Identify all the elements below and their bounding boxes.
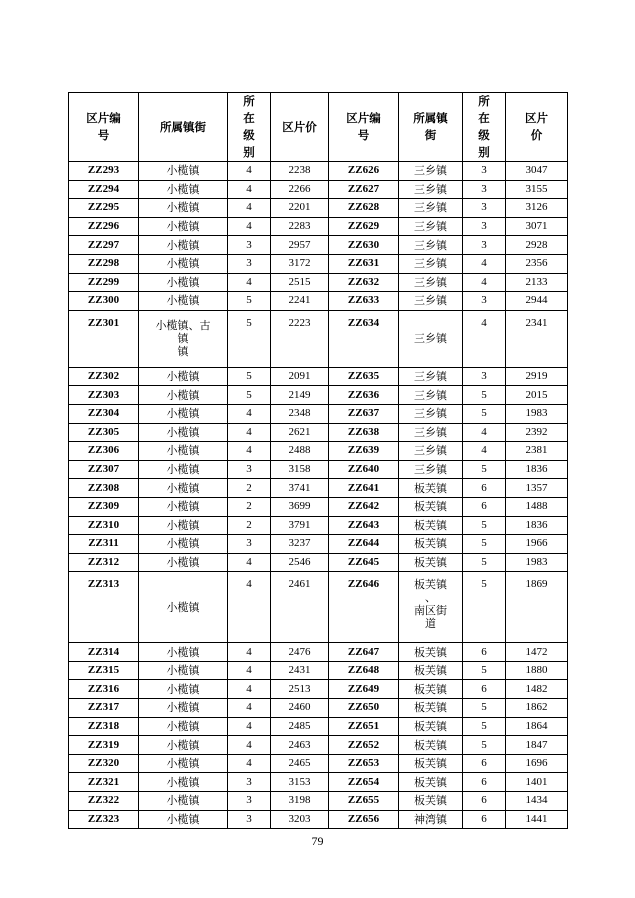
zone-price-cell: 1862 <box>506 699 568 718</box>
zone-code-cell: ZZ639 <box>329 442 399 461</box>
town-cell: 三乡镇 <box>399 423 463 442</box>
town-cell: 小榄镇 <box>139 254 228 273</box>
table-row <box>69 497 568 516</box>
zone-price-cell: 2546 <box>271 553 329 572</box>
town-cell: 三乡镇 <box>399 460 463 479</box>
zone-code-cell: ZZ638 <box>329 423 399 442</box>
town-cell: 小榄镇 <box>139 273 228 292</box>
zone-price-cell: 2238 <box>271 162 329 181</box>
zone-code-cell: ZZ314 <box>69 643 139 662</box>
zone-code-cell: ZZ654 <box>329 773 399 792</box>
zone-code-cell: ZZ635 <box>329 367 399 386</box>
zone-code-cell: ZZ627 <box>329 180 399 199</box>
zone-price-cell: 3158 <box>271 460 329 479</box>
zone-price-cell: 2341 <box>506 310 568 367</box>
page-number: 79 <box>311 834 324 848</box>
level-cell: 6 <box>463 810 506 829</box>
zone-price-cell: 1836 <box>506 460 568 479</box>
zone-price-cell: 2381 <box>506 442 568 461</box>
zone-price-cell: 2476 <box>271 643 329 662</box>
level-cell: 5 <box>228 386 271 405</box>
town-cell: 板芙镇 <box>399 661 463 680</box>
level-cell: 2 <box>228 479 271 498</box>
zone-code-cell: ZZ648 <box>329 661 399 680</box>
town-cell: 小榄镇 <box>139 236 228 255</box>
zone-price-cell: 3071 <box>506 217 568 236</box>
table-row <box>69 460 568 479</box>
zone-price-cell: 2392 <box>506 423 568 442</box>
table-row <box>69 643 568 662</box>
table-row <box>69 479 568 498</box>
level-cell: 4 <box>228 199 271 218</box>
table-row <box>69 254 568 273</box>
town-cell: 小榄镇 <box>139 810 228 829</box>
town-cell: 板芙镇 <box>399 773 463 792</box>
town-cell: 板芙镇 <box>399 754 463 773</box>
town-cell: 三乡镇 <box>399 273 463 292</box>
table-row <box>69 773 568 792</box>
zone-code-cell: ZZ303 <box>69 386 139 405</box>
zone-price-cell: 3126 <box>506 199 568 218</box>
table-row <box>69 516 568 535</box>
level-cell: 4 <box>228 661 271 680</box>
town-cell: 小榄镇 <box>139 643 228 662</box>
zone-price-cell: 2460 <box>271 699 329 718</box>
level-cell: 4 <box>228 404 271 423</box>
header-level: 所 在 级 别 <box>228 93 271 162</box>
town-cell: 板芙镇 <box>399 516 463 535</box>
table-row <box>69 423 568 442</box>
zone-code-cell: ZZ322 <box>69 792 139 811</box>
town-cell: 三乡镇 <box>399 217 463 236</box>
zone-code-cell: ZZ305 <box>69 423 139 442</box>
zone-price-cell: 2957 <box>271 236 329 255</box>
zone-code-cell: ZZ643 <box>329 516 399 535</box>
zone-code-cell: ZZ319 <box>69 736 139 755</box>
zone-price-cell: 2515 <box>271 273 329 292</box>
level-cell: 5 <box>463 516 506 535</box>
level-cell: 4 <box>228 273 271 292</box>
zone-code-cell: ZZ311 <box>69 535 139 554</box>
zone-price-cell: 1869 <box>506 572 568 643</box>
zone-code-cell: ZZ318 <box>69 717 139 736</box>
zone-code-cell: ZZ298 <box>69 254 139 273</box>
town-cell: 板芙镇 <box>399 535 463 554</box>
zone-price-cell: 1696 <box>506 754 568 773</box>
level-cell: 2 <box>228 516 271 535</box>
zone-code-cell: ZZ655 <box>329 792 399 811</box>
zone-price-cell: 3172 <box>271 254 329 273</box>
town-cell: 三乡镇 <box>399 442 463 461</box>
zone-price-cell: 2223 <box>271 310 329 367</box>
level-cell: 6 <box>463 792 506 811</box>
zone-code-cell: ZZ299 <box>69 273 139 292</box>
zone-price-cell: 1357 <box>506 479 568 498</box>
level-cell: 5 <box>463 553 506 572</box>
level-cell: 5 <box>463 404 506 423</box>
zone-code-cell: ZZ628 <box>329 199 399 218</box>
zone-code-cell: ZZ323 <box>69 810 139 829</box>
zone-price-cell: 2485 <box>271 717 329 736</box>
table-row <box>69 553 568 572</box>
town-cell: 小榄镇 <box>139 773 228 792</box>
table-row <box>69 535 568 554</box>
level-cell: 3 <box>228 236 271 255</box>
level-cell: 5 <box>228 367 271 386</box>
level-cell: 3 <box>463 162 506 181</box>
zone-code-cell: ZZ301 <box>69 310 139 367</box>
zone-code-cell: ZZ656 <box>329 810 399 829</box>
zone-code-cell: ZZ646 <box>329 572 399 643</box>
zone-code-cell: ZZ634 <box>329 310 399 367</box>
header-level-2: 所 在 级 别 <box>463 93 506 162</box>
zone-code-cell: ZZ631 <box>329 254 399 273</box>
zone-price-cell: 2944 <box>506 292 568 311</box>
level-cell: 5 <box>463 460 506 479</box>
zone-code-cell: ZZ651 <box>329 717 399 736</box>
zone-code-cell: ZZ296 <box>69 217 139 236</box>
level-cell: 4 <box>463 273 506 292</box>
header-zone-code: 区片编 号 <box>69 93 139 162</box>
town-cell: 三乡镇 <box>399 310 463 367</box>
zone-price-cell: 1482 <box>506 680 568 699</box>
zone-price-cell: 2461 <box>271 572 329 643</box>
zone-price-cell: 3237 <box>271 535 329 554</box>
zone-price-cell: 1441 <box>506 810 568 829</box>
level-cell: 3 <box>228 792 271 811</box>
town-cell: 小榄镇 <box>139 717 228 736</box>
zone-code-cell: ZZ310 <box>69 516 139 535</box>
zone-code-cell: ZZ312 <box>69 553 139 572</box>
level-cell: 5 <box>463 717 506 736</box>
level-cell: 6 <box>463 479 506 498</box>
town-cell: 板芙镇 <box>399 792 463 811</box>
town-cell: 小榄镇 <box>139 535 228 554</box>
level-cell: 4 <box>228 553 271 572</box>
level-cell: 6 <box>463 643 506 662</box>
town-cell: 小榄镇 <box>139 479 228 498</box>
zone-price-cell: 2465 <box>271 754 329 773</box>
level-cell: 4 <box>228 572 271 643</box>
zone-price-cell: 2488 <box>271 442 329 461</box>
table-row <box>69 162 568 181</box>
level-cell: 3 <box>463 199 506 218</box>
zone-code-cell: ZZ630 <box>329 236 399 255</box>
level-cell: 5 <box>463 736 506 755</box>
level-cell: 4 <box>228 423 271 442</box>
town-cell: 三乡镇 <box>399 236 463 255</box>
zone-code-cell: ZZ306 <box>69 442 139 461</box>
town-cell: 板芙镇 <box>399 736 463 755</box>
town-cell: 神湾镇 <box>399 810 463 829</box>
table-row <box>69 386 568 405</box>
town-cell: 小榄镇 <box>139 292 228 311</box>
table-row <box>69 572 568 643</box>
zone-code-cell: ZZ647 <box>329 643 399 662</box>
level-cell: 5 <box>228 292 271 311</box>
town-cell: 小榄镇 <box>139 404 228 423</box>
town-cell: 小榄镇 <box>139 572 228 643</box>
level-cell: 3 <box>228 254 271 273</box>
level-cell: 4 <box>228 699 271 718</box>
zone-code-cell: ZZ633 <box>329 292 399 311</box>
level-cell: 4 <box>228 736 271 755</box>
town-cell: 小榄镇 <box>139 180 228 199</box>
town-cell: 小榄镇 <box>139 736 228 755</box>
header-zone-price: 区片价 <box>271 93 329 162</box>
town-cell: 小榄镇 <box>139 199 228 218</box>
zone-code-cell: ZZ637 <box>329 404 399 423</box>
level-cell: 5 <box>463 699 506 718</box>
table-row <box>69 367 568 386</box>
level-cell: 4 <box>228 643 271 662</box>
header-town-2: 所属镇 街 <box>399 93 463 162</box>
zone-code-cell: ZZ644 <box>329 535 399 554</box>
zone-code-cell: ZZ309 <box>69 497 139 516</box>
zone-code-cell: ZZ641 <box>329 479 399 498</box>
zone-code-cell: ZZ300 <box>69 292 139 311</box>
zone-code-cell: ZZ304 <box>69 404 139 423</box>
zone-code-cell: ZZ316 <box>69 680 139 699</box>
level-cell: 5 <box>463 661 506 680</box>
level-cell: 3 <box>228 460 271 479</box>
town-cell: 三乡镇 <box>399 180 463 199</box>
town-cell: 板芙镇 、 南区街 道 <box>399 572 463 643</box>
level-cell: 6 <box>463 680 506 699</box>
town-cell: 板芙镇 <box>399 479 463 498</box>
zone-code-cell: ZZ642 <box>329 497 399 516</box>
zone-code-cell: ZZ650 <box>329 699 399 718</box>
level-cell: 5 <box>463 535 506 554</box>
level-cell: 4 <box>228 217 271 236</box>
zone-price-cell: 2919 <box>506 367 568 386</box>
zone-code-cell: ZZ295 <box>69 199 139 218</box>
zone-code-cell: ZZ313 <box>69 572 139 643</box>
level-cell: 4 <box>228 754 271 773</box>
town-cell: 三乡镇 <box>399 386 463 405</box>
town-cell: 三乡镇 <box>399 292 463 311</box>
zone-price-cell: 2463 <box>271 736 329 755</box>
level-cell: 6 <box>463 497 506 516</box>
zone-price-cell: 1488 <box>506 497 568 516</box>
zone-price-cell: 3699 <box>271 497 329 516</box>
zone-price-cell: 2431 <box>271 661 329 680</box>
zone-code-cell: ZZ645 <box>329 553 399 572</box>
level-cell: 4 <box>463 423 506 442</box>
town-cell: 小榄镇 <box>139 754 228 773</box>
zone-price-cell: 2201 <box>271 199 329 218</box>
zone-code-cell: ZZ626 <box>329 162 399 181</box>
level-cell: 3 <box>228 810 271 829</box>
zone-code-cell: ZZ297 <box>69 236 139 255</box>
zone-price-cell: 3155 <box>506 180 568 199</box>
town-cell: 小榄镇 <box>139 553 228 572</box>
town-cell: 三乡镇 <box>399 254 463 273</box>
zone-code-cell: ZZ308 <box>69 479 139 498</box>
level-cell: 4 <box>463 254 506 273</box>
zone-code-cell: ZZ636 <box>329 386 399 405</box>
level-cell: 4 <box>228 162 271 181</box>
level-cell: 4 <box>228 680 271 699</box>
table-row <box>69 754 568 773</box>
table-row <box>69 404 568 423</box>
town-cell: 小榄镇 <box>139 516 228 535</box>
level-cell: 5 <box>228 310 271 367</box>
zone-price-cell: 2621 <box>271 423 329 442</box>
table-row <box>69 736 568 755</box>
table-row <box>69 699 568 718</box>
town-cell: 三乡镇 <box>399 404 463 423</box>
zone-price-cell: 1836 <box>506 516 568 535</box>
zone-price-cell: 2283 <box>271 217 329 236</box>
zone-price-cell: 2928 <box>506 236 568 255</box>
level-cell: 6 <box>463 754 506 773</box>
zone-price-cell: 2266 <box>271 180 329 199</box>
town-cell: 板芙镇 <box>399 497 463 516</box>
zone-price-cell: 1472 <box>506 643 568 662</box>
zone-price-cell: 2356 <box>506 254 568 273</box>
header-zone-code-2: 区片编 号 <box>329 93 399 162</box>
table-row <box>69 442 568 461</box>
zone-code-cell: ZZ321 <box>69 773 139 792</box>
zone-price-cell: 2241 <box>271 292 329 311</box>
table-row <box>69 217 568 236</box>
level-cell: 3 <box>463 217 506 236</box>
zone-code-cell: ZZ653 <box>329 754 399 773</box>
level-cell: 3 <box>228 773 271 792</box>
town-cell: 小榄镇 <box>139 162 228 181</box>
zone-code-cell: ZZ320 <box>69 754 139 773</box>
town-cell: 小榄镇 <box>139 680 228 699</box>
town-cell: 小榄镇 <box>139 497 228 516</box>
town-cell: 小榄镇 <box>139 442 228 461</box>
zone-price-cell: 2091 <box>271 367 329 386</box>
table-row <box>69 792 568 811</box>
town-cell: 三乡镇 <box>399 367 463 386</box>
zone-price-cell: 1983 <box>506 553 568 572</box>
table-row <box>69 273 568 292</box>
zone-code-cell: ZZ317 <box>69 699 139 718</box>
table-row <box>69 661 568 680</box>
level-cell: 4 <box>228 180 271 199</box>
level-cell: 3 <box>228 535 271 554</box>
town-cell: 小榄镇 <box>139 460 228 479</box>
zone-code-cell: ZZ632 <box>329 273 399 292</box>
table-row <box>69 199 568 218</box>
town-cell: 板芙镇 <box>399 643 463 662</box>
zone-price-cell: 2513 <box>271 680 329 699</box>
table-row <box>69 310 568 367</box>
town-cell: 小榄镇 <box>139 423 228 442</box>
zone-price-cell: 3153 <box>271 773 329 792</box>
zone-code-cell: ZZ302 <box>69 367 139 386</box>
town-cell: 三乡镇 <box>399 162 463 181</box>
table-row <box>69 236 568 255</box>
level-cell: 2 <box>228 497 271 516</box>
zone-price-cell: 3741 <box>271 479 329 498</box>
table-row <box>69 292 568 311</box>
level-cell: 4 <box>463 442 506 461</box>
zone-price-cell: 1864 <box>506 717 568 736</box>
level-cell: 4 <box>228 717 271 736</box>
zone-code-cell: ZZ640 <box>329 460 399 479</box>
town-cell: 三乡镇 <box>399 199 463 218</box>
zone-price-cell: 1847 <box>506 736 568 755</box>
level-cell: 4 <box>463 310 506 367</box>
table-row <box>69 680 568 699</box>
zone-code-cell: ZZ649 <box>329 680 399 699</box>
town-cell: 小榄镇 <box>139 699 228 718</box>
zone-code-cell: ZZ307 <box>69 460 139 479</box>
town-cell: 小榄镇、古 镇 镇 <box>139 310 228 367</box>
zone-price-cell: 2348 <box>271 404 329 423</box>
zone-price-cell: 3203 <box>271 810 329 829</box>
town-cell: 板芙镇 <box>399 699 463 718</box>
level-cell: 3 <box>463 292 506 311</box>
zone-price-cell: 3791 <box>271 516 329 535</box>
level-cell: 3 <box>463 180 506 199</box>
zone-price-cell: 2015 <box>506 386 568 405</box>
level-cell: 4 <box>228 442 271 461</box>
town-cell: 板芙镇 <box>399 680 463 699</box>
town-cell: 小榄镇 <box>139 792 228 811</box>
town-cell: 板芙镇 <box>399 553 463 572</box>
level-cell: 5 <box>463 572 506 643</box>
zone-price-cell: 1434 <box>506 792 568 811</box>
zone-price-cell: 3047 <box>506 162 568 181</box>
zone-price-cell: 2133 <box>506 273 568 292</box>
table-row <box>69 180 568 199</box>
zone-price-cell: 1401 <box>506 773 568 792</box>
zone-price-cell: 1880 <box>506 661 568 680</box>
town-cell: 小榄镇 <box>139 661 228 680</box>
zone-code-cell: ZZ652 <box>329 736 399 755</box>
town-cell: 小榄镇 <box>139 386 228 405</box>
zone-price-cell: 3198 <box>271 792 329 811</box>
header-zone-price-2: 区片 价 <box>506 93 568 162</box>
table-header-row <box>69 93 568 162</box>
land-price-table <box>68 92 568 829</box>
zone-code-cell: ZZ315 <box>69 661 139 680</box>
town-cell: 小榄镇 <box>139 217 228 236</box>
town-cell: 板芙镇 <box>399 717 463 736</box>
level-cell: 3 <box>463 236 506 255</box>
level-cell: 5 <box>463 386 506 405</box>
town-cell: 小榄镇 <box>139 367 228 386</box>
table-row <box>69 810 568 829</box>
zone-code-cell: ZZ294 <box>69 180 139 199</box>
table-row <box>69 717 568 736</box>
zone-code-cell: ZZ629 <box>329 217 399 236</box>
zone-price-cell: 1983 <box>506 404 568 423</box>
zone-price-cell: 2149 <box>271 386 329 405</box>
level-cell: 6 <box>463 773 506 792</box>
header-town: 所属镇街 <box>139 93 228 162</box>
zone-code-cell: ZZ293 <box>69 162 139 181</box>
zone-price-cell: 1966 <box>506 535 568 554</box>
level-cell: 3 <box>463 367 506 386</box>
